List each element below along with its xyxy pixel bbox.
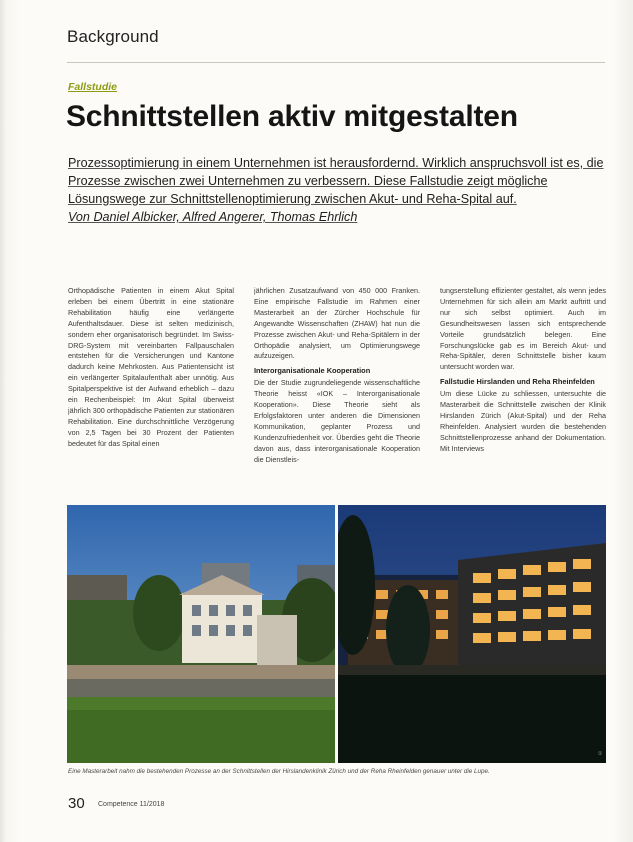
rehab-clinic-illustration <box>338 505 606 763</box>
header-divider <box>67 62 605 63</box>
figure-caption: Eine Masterarbeit nahm die bestehenden Prozesse an der Schnittstellen der Hirslandenklinik Zürich und der Reha Rheinfelden genauer unter die Lupe. <box>68 768 490 775</box>
paragraph: Um diese Lücke zu schliessen, untersuchte die Masterarbeit die Schnittstelle zwischen der Klinik Hirslanden Zürich (Akut-Spital) und der Reha Rheinfelden. Analysiert wurden die bestehenden Schnittstellenprozesse anhand der Dokumentation. Mit Interviews <box>440 389 606 453</box>
body-column-1 <box>68 286 234 494</box>
subheading: Interorganisationale Kooperation <box>254 366 371 376</box>
photo-credit: © <box>597 749 603 755</box>
section-label: Background <box>67 27 159 46</box>
article-kicker: Fallstudie <box>68 81 118 93</box>
lead-text: Prozessoptimierung in einem Unternehmen ist herausfordernd. Wirklich anspruchsvoll ist es, die Prozesse zwischen zwei Unternehmen zu verbessern. Diese Fallstudie zeigt mögliche Lösungswege zur Schnittstellenoptimierung zwischen Akut- und Reha-Spital auf. <box>68 156 604 206</box>
article-lead <box>68 154 608 226</box>
photo-strip <box>67 505 606 763</box>
hospital-building-illustration <box>67 505 335 763</box>
paragraph: jährlichen Zusatzaufwand von 450 000 Franken. Eine empirische Fallstudie im Rahmen einer Masterarbeit an der Zürcher Hochschule für Angewandte Wissenschaften (ZHAW) hat nun die Prozesse zwischen Akut- und Reha-Spitälern in der Orthopädie analysiert, um Optimierungswege aufzuzeigen. <box>254 286 420 361</box>
publication-name: Competence 11/2018 <box>98 801 165 808</box>
body-column-2 <box>254 286 420 494</box>
paragraph: Orthopädische Patienten in einem Akut Spital erleben bei einem Übertritt in eine stationäre Rehabilitation häufig eine verlängerte Aufenthaltsdauer. Diese ist selten medizinisch, sondern eher organisatorisch begründet. Im Swiss-DRG-System mit vereinbarten Fallpauschalen entstehen für die Versicherungen und Kantone dadurch keine Mehrkosten. Aus Patientensicht ist ein verlängerter Spitalaufenthalt aber unnötig. Aus Spitalperspektive ist der Aufwand erheblich – dazu ein Rechenbeispiel: Im Akut Spital überweist jährlich 300 orthopädische Patienten zur stationären Rehabilitation. Eine durchschnittliche Verzögerung von 2,5 Tagen bei 30 Prozent der Patienten bedeutet für das Spital einen <box>68 286 234 448</box>
body-column-3 <box>440 286 606 494</box>
paragraph: Die der Studie zugrundeliegende wissenschaftliche Theorie heisst «IOK – Interorganisationale Kooperation». Diese Theorie sieht als Erfolgsfaktoren unter anderen die Dimensionen Kommunikation, geplanter Prozess und Kundenzufriedenheit vor. Überdies geht die Theorie davon aus, dass interorganisationale Kooperation die Dienstleis- <box>254 378 420 464</box>
hospital-building-photo <box>67 505 335 763</box>
byline: Von Daniel Albicker, Alfred Angerer, Thomas Ehrlich <box>68 210 358 224</box>
rehab-clinic-night-photo <box>338 505 606 763</box>
article-title: Schnittstellen aktiv mitgestalten <box>66 100 518 133</box>
body-columns <box>68 286 606 494</box>
paragraph: tungserstellung effizienter gestaltet, als wenn jedes Unternehmen für sich allein am Markt auftritt und nur sich selbst optimiert. Auch im Gesundheitswesen lassen sich entsprechende Vorteile grundsätzlich belegen. Eine Forschungslücke gab es im Bereich Akut- und Reha-Spitäler, deren Schnittstelle bisher kaum untersucht worden war. <box>440 286 606 372</box>
page-number: 30 <box>68 795 85 812</box>
subheading: Fallstudie Hirslanden und Reha Rheinfelden <box>440 377 595 387</box>
